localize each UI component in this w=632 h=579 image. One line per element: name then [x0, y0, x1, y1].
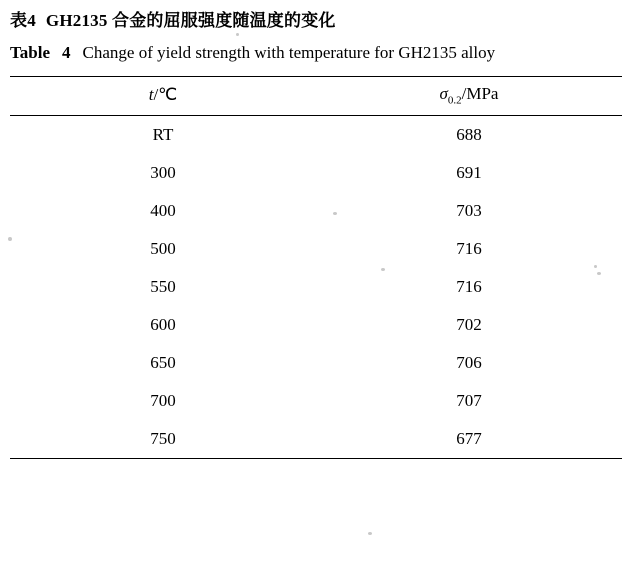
scan-speck — [381, 268, 385, 271]
cell-temperature: RT — [152, 125, 174, 145]
caption-en-number: 4 — [62, 43, 71, 62]
cell-temperature: 750 — [150, 429, 176, 449]
header-yield-unit: /MPa — [461, 84, 499, 103]
table-caption-english — [10, 38, 622, 68]
data-table-wrapper — [10, 76, 622, 459]
table-row — [10, 344, 622, 382]
table-row — [10, 268, 622, 306]
cell-yield-strength: 677 — [456, 429, 482, 449]
cell-yield-strength: 691 — [456, 163, 482, 183]
scan-speck — [597, 272, 601, 275]
scan-speck — [594, 265, 597, 268]
caption-cn-label: 表 — [10, 11, 28, 30]
caption-en-text: Change of yield strength with temperature for GH2135 alloy — [82, 43, 496, 62]
yield-strength-table — [10, 76, 622, 458]
caption-en-label — [10, 43, 83, 62]
scan-speck — [8, 237, 12, 241]
cell-yield-strength: 706 — [456, 353, 482, 373]
cell-yield-strength: 703 — [456, 201, 482, 221]
cell-temperature: 700 — [150, 391, 176, 411]
cell-temperature: 300 — [150, 163, 176, 183]
table-row — [10, 306, 622, 344]
cell-temperature: 500 — [150, 239, 176, 259]
cell-yield-strength: 716 — [456, 239, 482, 259]
table-body — [10, 116, 622, 459]
header-yield-symbol: σ — [439, 84, 448, 103]
table-row — [10, 420, 622, 458]
scan-speck — [236, 33, 239, 36]
scan-speck — [333, 212, 337, 215]
cell-yield-strength: 702 — [456, 315, 482, 335]
header-temperature-unit: /℃ — [153, 85, 178, 105]
table-row — [10, 230, 622, 268]
header-yield-subscript: 0.2 — [447, 94, 462, 107]
table-row — [10, 116, 622, 155]
table-row — [10, 382, 622, 420]
table-row — [10, 154, 622, 192]
scan-speck — [368, 532, 372, 535]
cell-yield-strength: 688 — [456, 125, 482, 145]
table-bottom-rule — [10, 458, 622, 459]
caption-cn-number: 4 — [27, 11, 36, 30]
cell-yield-strength: 716 — [456, 277, 482, 297]
cell-yield-strength: 707 — [456, 391, 482, 411]
table-row — [10, 192, 622, 230]
header-temperature-symbol: t — [148, 85, 154, 105]
table-header-row — [10, 77, 622, 116]
cell-temperature: 600 — [150, 315, 176, 335]
caption-en-label-word: Table — [10, 43, 51, 62]
cell-temperature: 650 — [150, 353, 176, 373]
cell-temperature: 550 — [150, 277, 176, 297]
cell-temperature: 400 — [150, 201, 176, 221]
header-temperature — [10, 77, 316, 116]
caption-cn-text: GH2135 合金的屈服强度随温度的变化 — [45, 11, 336, 30]
table-header — [10, 77, 622, 116]
header-yield-strength — [316, 77, 622, 116]
table-caption-chinese — [10, 8, 622, 34]
